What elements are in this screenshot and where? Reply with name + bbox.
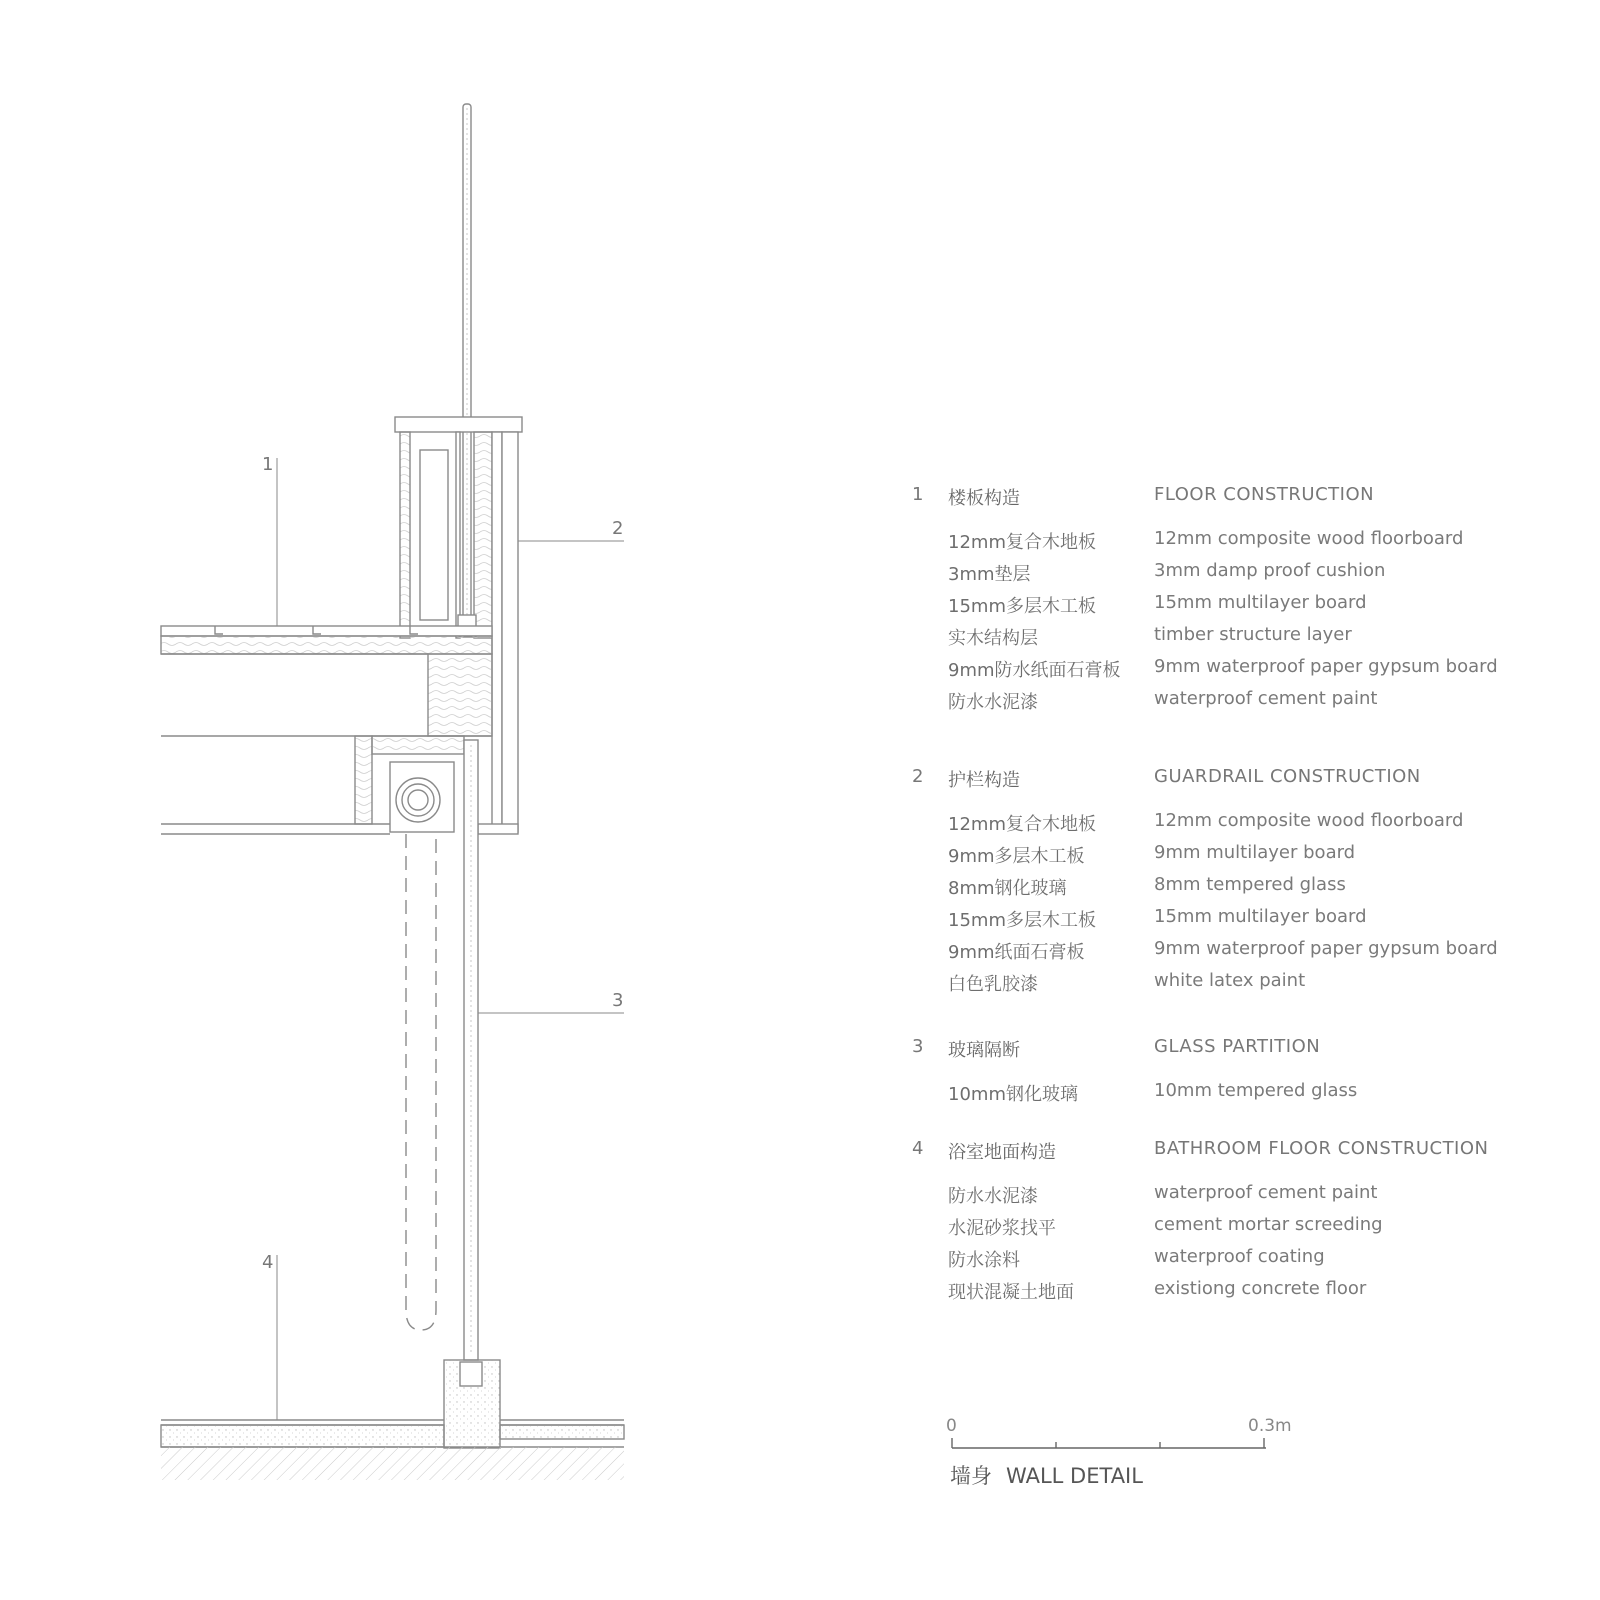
list-item xyxy=(912,1208,1512,1240)
list-item xyxy=(912,868,1512,900)
item-en: 8mm tempered glass xyxy=(1154,874,1346,895)
section-floor-construction xyxy=(912,480,1512,762)
item-cn: 白色乳胶漆 xyxy=(948,974,1038,995)
section-title-cn: 楼板构造 xyxy=(948,488,1020,509)
list-item xyxy=(912,836,1512,868)
item-en: 12mm composite wood floorboard xyxy=(1154,810,1464,831)
scale-start-label: 0 xyxy=(946,1416,957,1436)
drawing-title-en: WALL DETAIL xyxy=(1006,1464,1143,1488)
section-title-en: GLASS PARTITION xyxy=(1154,1036,1321,1057)
drawing-title xyxy=(950,1460,1157,1490)
list-item xyxy=(912,1240,1512,1272)
section-title-en: BATHROOM FLOOR CONSTRUCTION xyxy=(1154,1138,1489,1159)
guardrail-cap xyxy=(395,417,522,432)
item-cn: 9mm防水纸面石膏板 xyxy=(948,660,1121,681)
item-cn: 现状混凝土地面 xyxy=(948,1282,1074,1303)
section-bathroom-floor-construction xyxy=(912,1134,1512,1314)
item-cn: 9mm多层木工板 xyxy=(948,846,1085,867)
list-item xyxy=(912,554,1512,586)
item-en: existiong concrete floor xyxy=(1154,1278,1367,1299)
item-en: waterproof cement paint xyxy=(1154,688,1378,709)
section-number: 2 xyxy=(912,766,924,787)
item-en: 9mm waterproof paper gypsum board xyxy=(1154,938,1498,959)
section-number: 3 xyxy=(912,1036,924,1057)
drawing-title-cn: 墙身 xyxy=(950,1464,992,1488)
concrete-hatch xyxy=(161,1447,624,1480)
item-en: 12mm composite wood floorboard xyxy=(1154,528,1464,549)
section-title-en: FLOOR CONSTRUCTION xyxy=(1154,484,1375,505)
item-en: 9mm multilayer board xyxy=(1154,842,1356,863)
item-cn: 防水涂料 xyxy=(948,1250,1020,1271)
item-cn: 12mm复合木地板 xyxy=(948,814,1096,835)
timber-beam xyxy=(428,654,492,736)
list-item xyxy=(912,1176,1512,1208)
floorboard xyxy=(161,626,492,636)
section-title-cn: 玻璃隔断 xyxy=(948,1040,1020,1061)
blind-dashed xyxy=(406,834,436,1330)
timber-layer xyxy=(161,636,492,654)
section-title-cn: 护栏构造 xyxy=(948,770,1020,791)
list-item xyxy=(912,618,1512,650)
list-item xyxy=(912,586,1512,618)
item-cn: 实木结构层 xyxy=(948,628,1038,649)
item-cn: 15mm多层木工板 xyxy=(948,596,1096,617)
callout-3: 3 xyxy=(612,990,624,1011)
item-en: 15mm multilayer board xyxy=(1154,592,1367,613)
list-item xyxy=(912,1074,1512,1106)
item-cn: 8mm钢化玻璃 xyxy=(948,878,1067,899)
item-cn: 水泥砂浆找平 xyxy=(948,1218,1056,1239)
callout-4: 4 xyxy=(262,1252,274,1273)
section-number: 1 xyxy=(912,484,924,505)
item-cn: 10mm钢化玻璃 xyxy=(948,1084,1078,1105)
item-cn: 防水水泥漆 xyxy=(948,692,1038,713)
section-title-en: GUARDRAIL CONSTRUCTION xyxy=(1154,766,1421,787)
callout-2: 2 xyxy=(612,518,624,539)
section-guardrail-construction xyxy=(912,762,1512,1032)
section-glass-partition xyxy=(912,1032,1512,1134)
item-cn: 9mm纸面石膏板 xyxy=(948,942,1085,963)
section-title-cn: 浴室地面构造 xyxy=(948,1142,1056,1163)
item-en: waterproof cement paint xyxy=(1154,1182,1378,1203)
item-cn: 3mm垫层 xyxy=(948,564,1031,585)
list-item xyxy=(912,964,1512,996)
item-cn: 15mm多层木工板 xyxy=(948,910,1096,931)
list-item xyxy=(912,804,1512,836)
callout-1: 1 xyxy=(262,454,274,475)
list-item xyxy=(912,650,1512,682)
list-item xyxy=(912,932,1512,964)
item-en: waterproof coating xyxy=(1154,1246,1325,1267)
item-en: timber structure layer xyxy=(1154,624,1352,645)
item-en: 10mm tempered glass xyxy=(1154,1080,1358,1101)
item-cn: 12mm复合木地板 xyxy=(948,532,1096,553)
item-en: cement mortar screeding xyxy=(1154,1214,1383,1235)
item-en: 15mm multilayer board xyxy=(1154,906,1367,927)
list-item xyxy=(912,900,1512,932)
list-item xyxy=(912,1272,1512,1304)
legend xyxy=(912,480,1512,1314)
list-item xyxy=(912,682,1512,714)
item-cn: 防水水泥漆 xyxy=(948,1186,1038,1207)
item-en: 9mm waterproof paper gypsum board xyxy=(1154,656,1498,677)
item-en: white latex paint xyxy=(1154,970,1306,991)
section-number: 4 xyxy=(912,1138,924,1159)
scale-end-label: 0.3m xyxy=(1248,1416,1292,1436)
item-en: 3mm damp proof cushion xyxy=(1154,560,1386,581)
list-item xyxy=(912,522,1512,554)
